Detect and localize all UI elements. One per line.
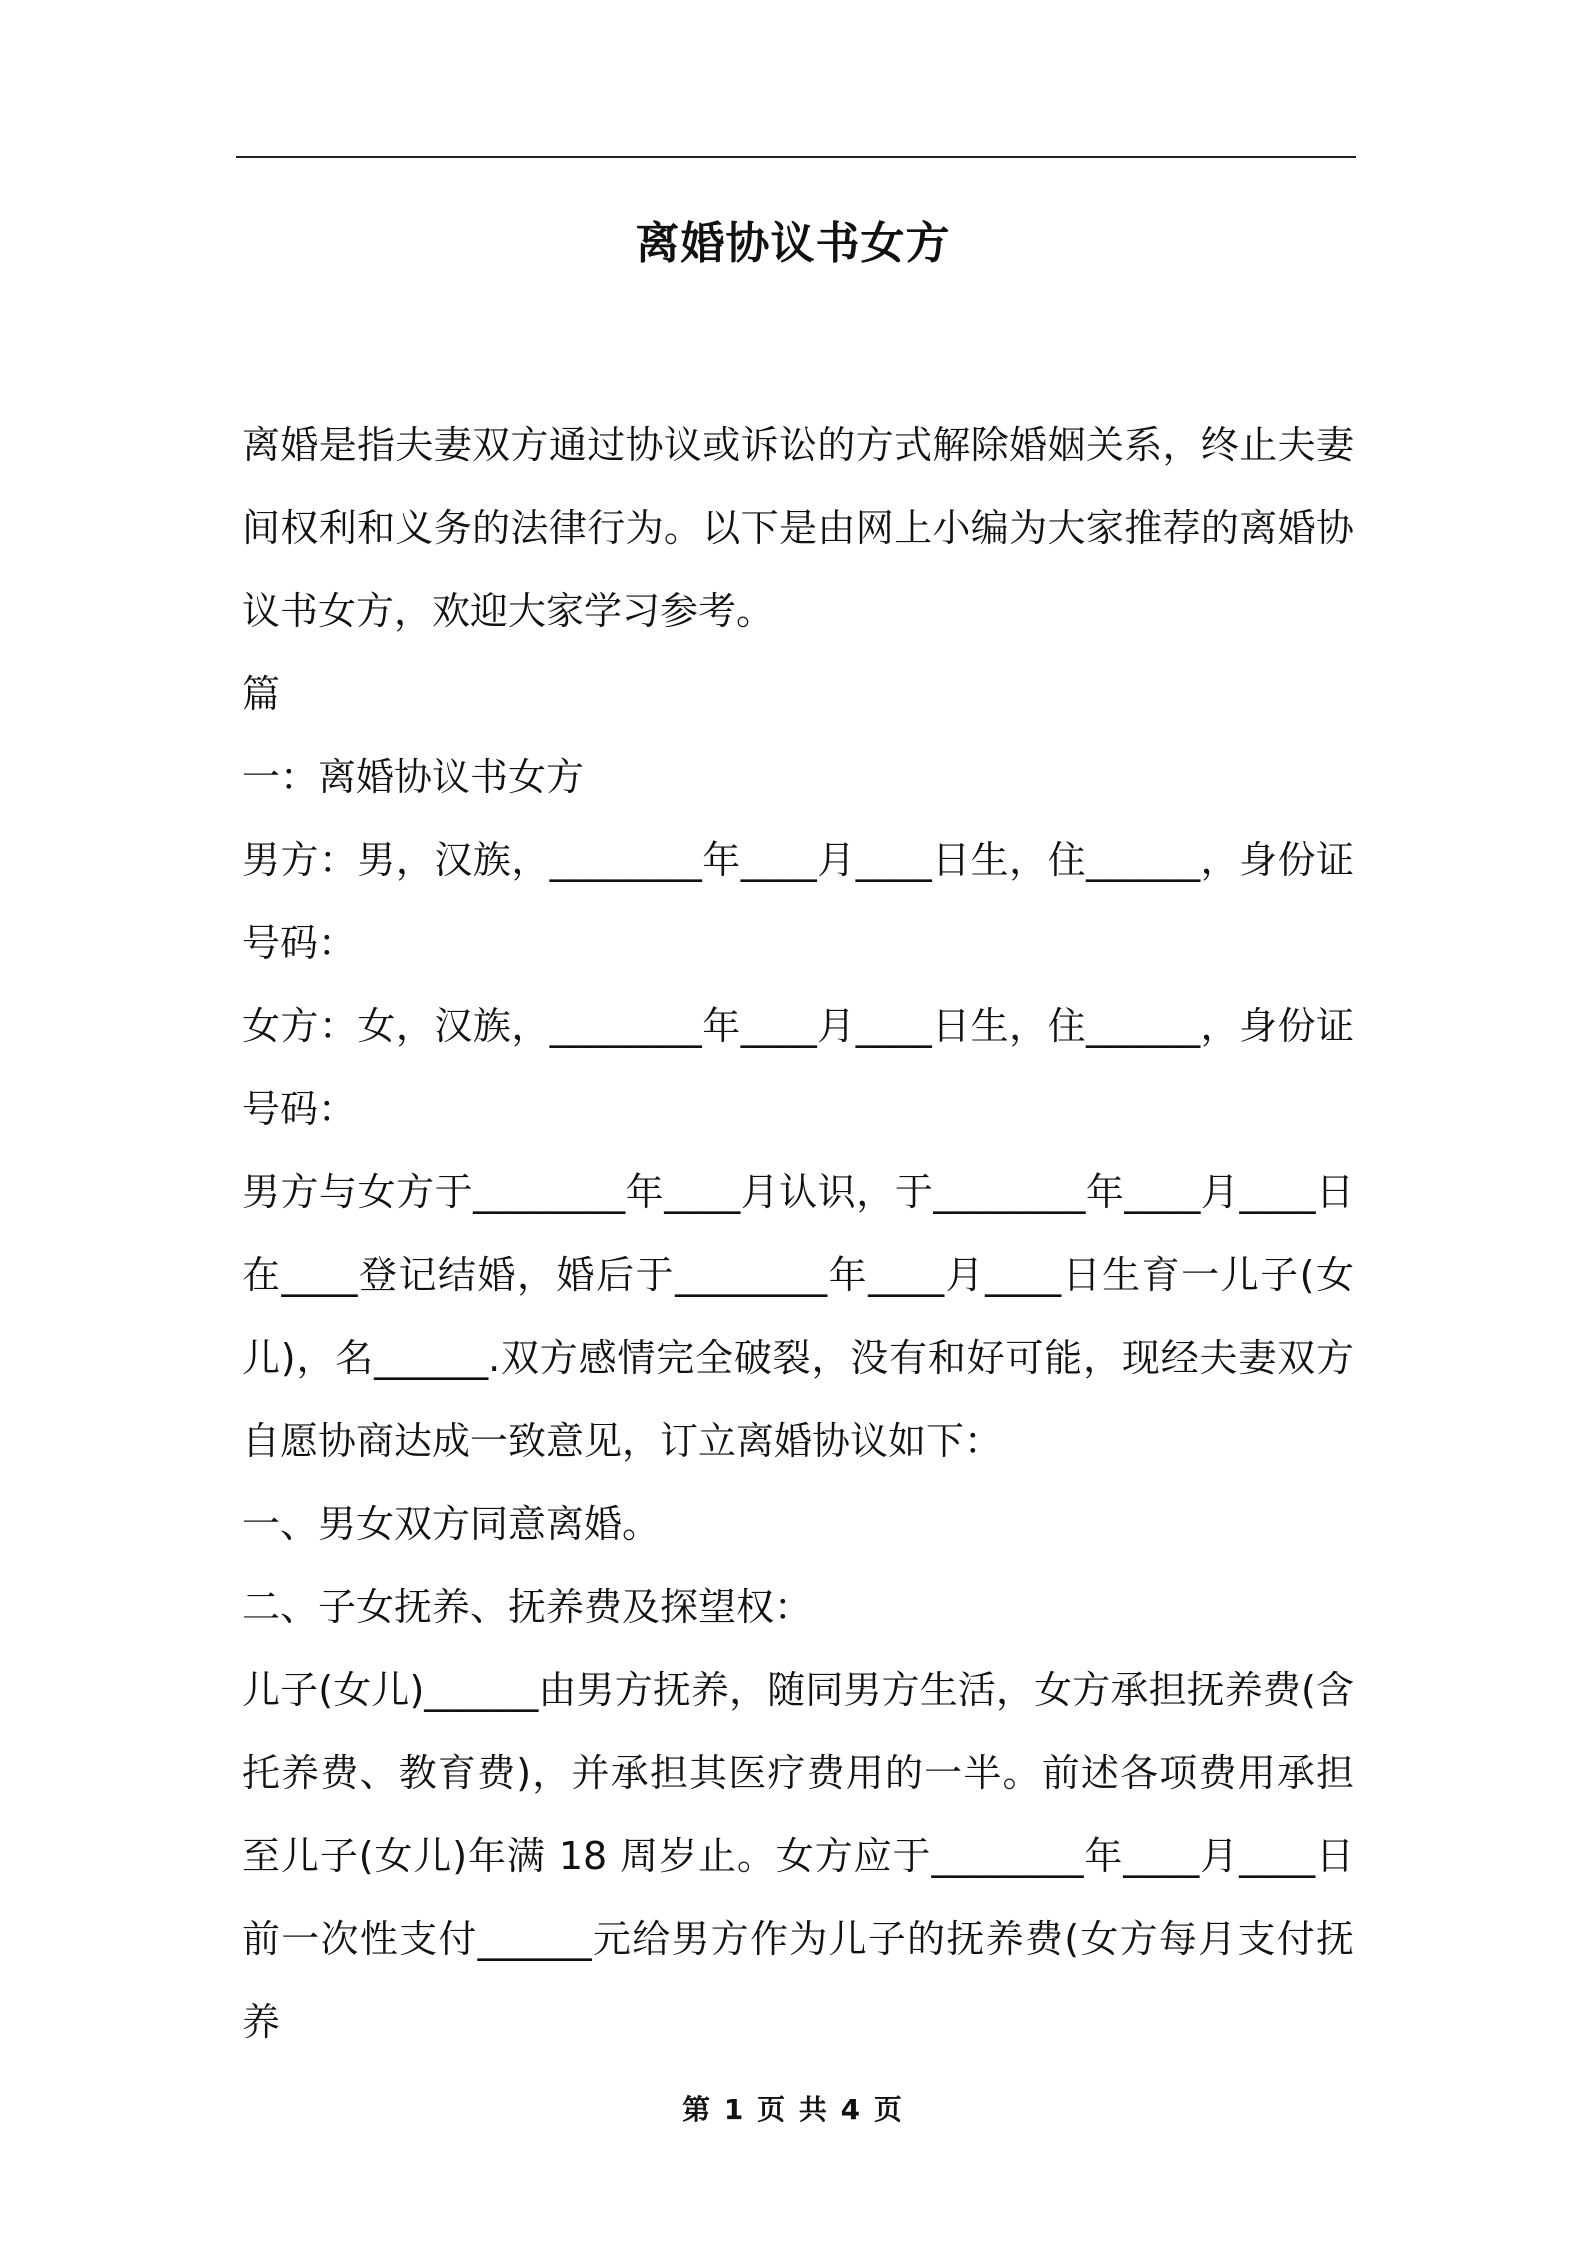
intro-paragraph: 离婚是指夫妻双方通过协议或诉讼的方式解除婚姻关系，终止夫妻间权利和义务的法律行为。以下是由网上小编为大家推荐的离婚协议书女方，欢迎大家学习参考。	[242, 423, 1354, 633]
page-number: 第 1 页 共 4 页	[682, 2093, 904, 2126]
document-title: 离婚协议书女方	[635, 218, 951, 269]
section-heading: 一：离婚协议书女方	[242, 755, 585, 799]
female-party-info: 女方：女，汉族，________年____月____日生，住______，身份证号码：	[242, 1004, 1354, 1131]
male-party-info: 男方：男，汉族，________年____月____日生，住______，身份证号码：	[242, 838, 1354, 965]
clause-2-heading: 二、子女抚养、抚养费及探望权：	[242, 1585, 813, 1629]
header-divider	[236, 156, 1356, 158]
child-support-paragraph: 儿子(女儿)______由男方抚养，随同男方生活，女方承担抚养费(含托养费、教育费)，并承担其医疗费用的一半。前述各项费用承担至儿子(女儿)年满 18 周岁止。女方应于________年____月____日前一次性支付______元给男方作为儿子的抚养费(女方每月支付抚养	[242, 1668, 1354, 2044]
section-marker: 篇	[242, 672, 281, 716]
document-body	[242, 404, 1354, 2064]
clause-1: 一、男女双方同意离婚。	[242, 1502, 661, 1546]
marriage-background: 男方与女方于________年____月认识，于________年____月____日在____登记结婚，婚后于________年____月____日生育一儿子(女儿)，名______.双方感情完全破裂，没有和好可能，现经夫妻双方自愿协商达成一致意见，订立离婚协议如下：	[242, 1170, 1354, 1463]
